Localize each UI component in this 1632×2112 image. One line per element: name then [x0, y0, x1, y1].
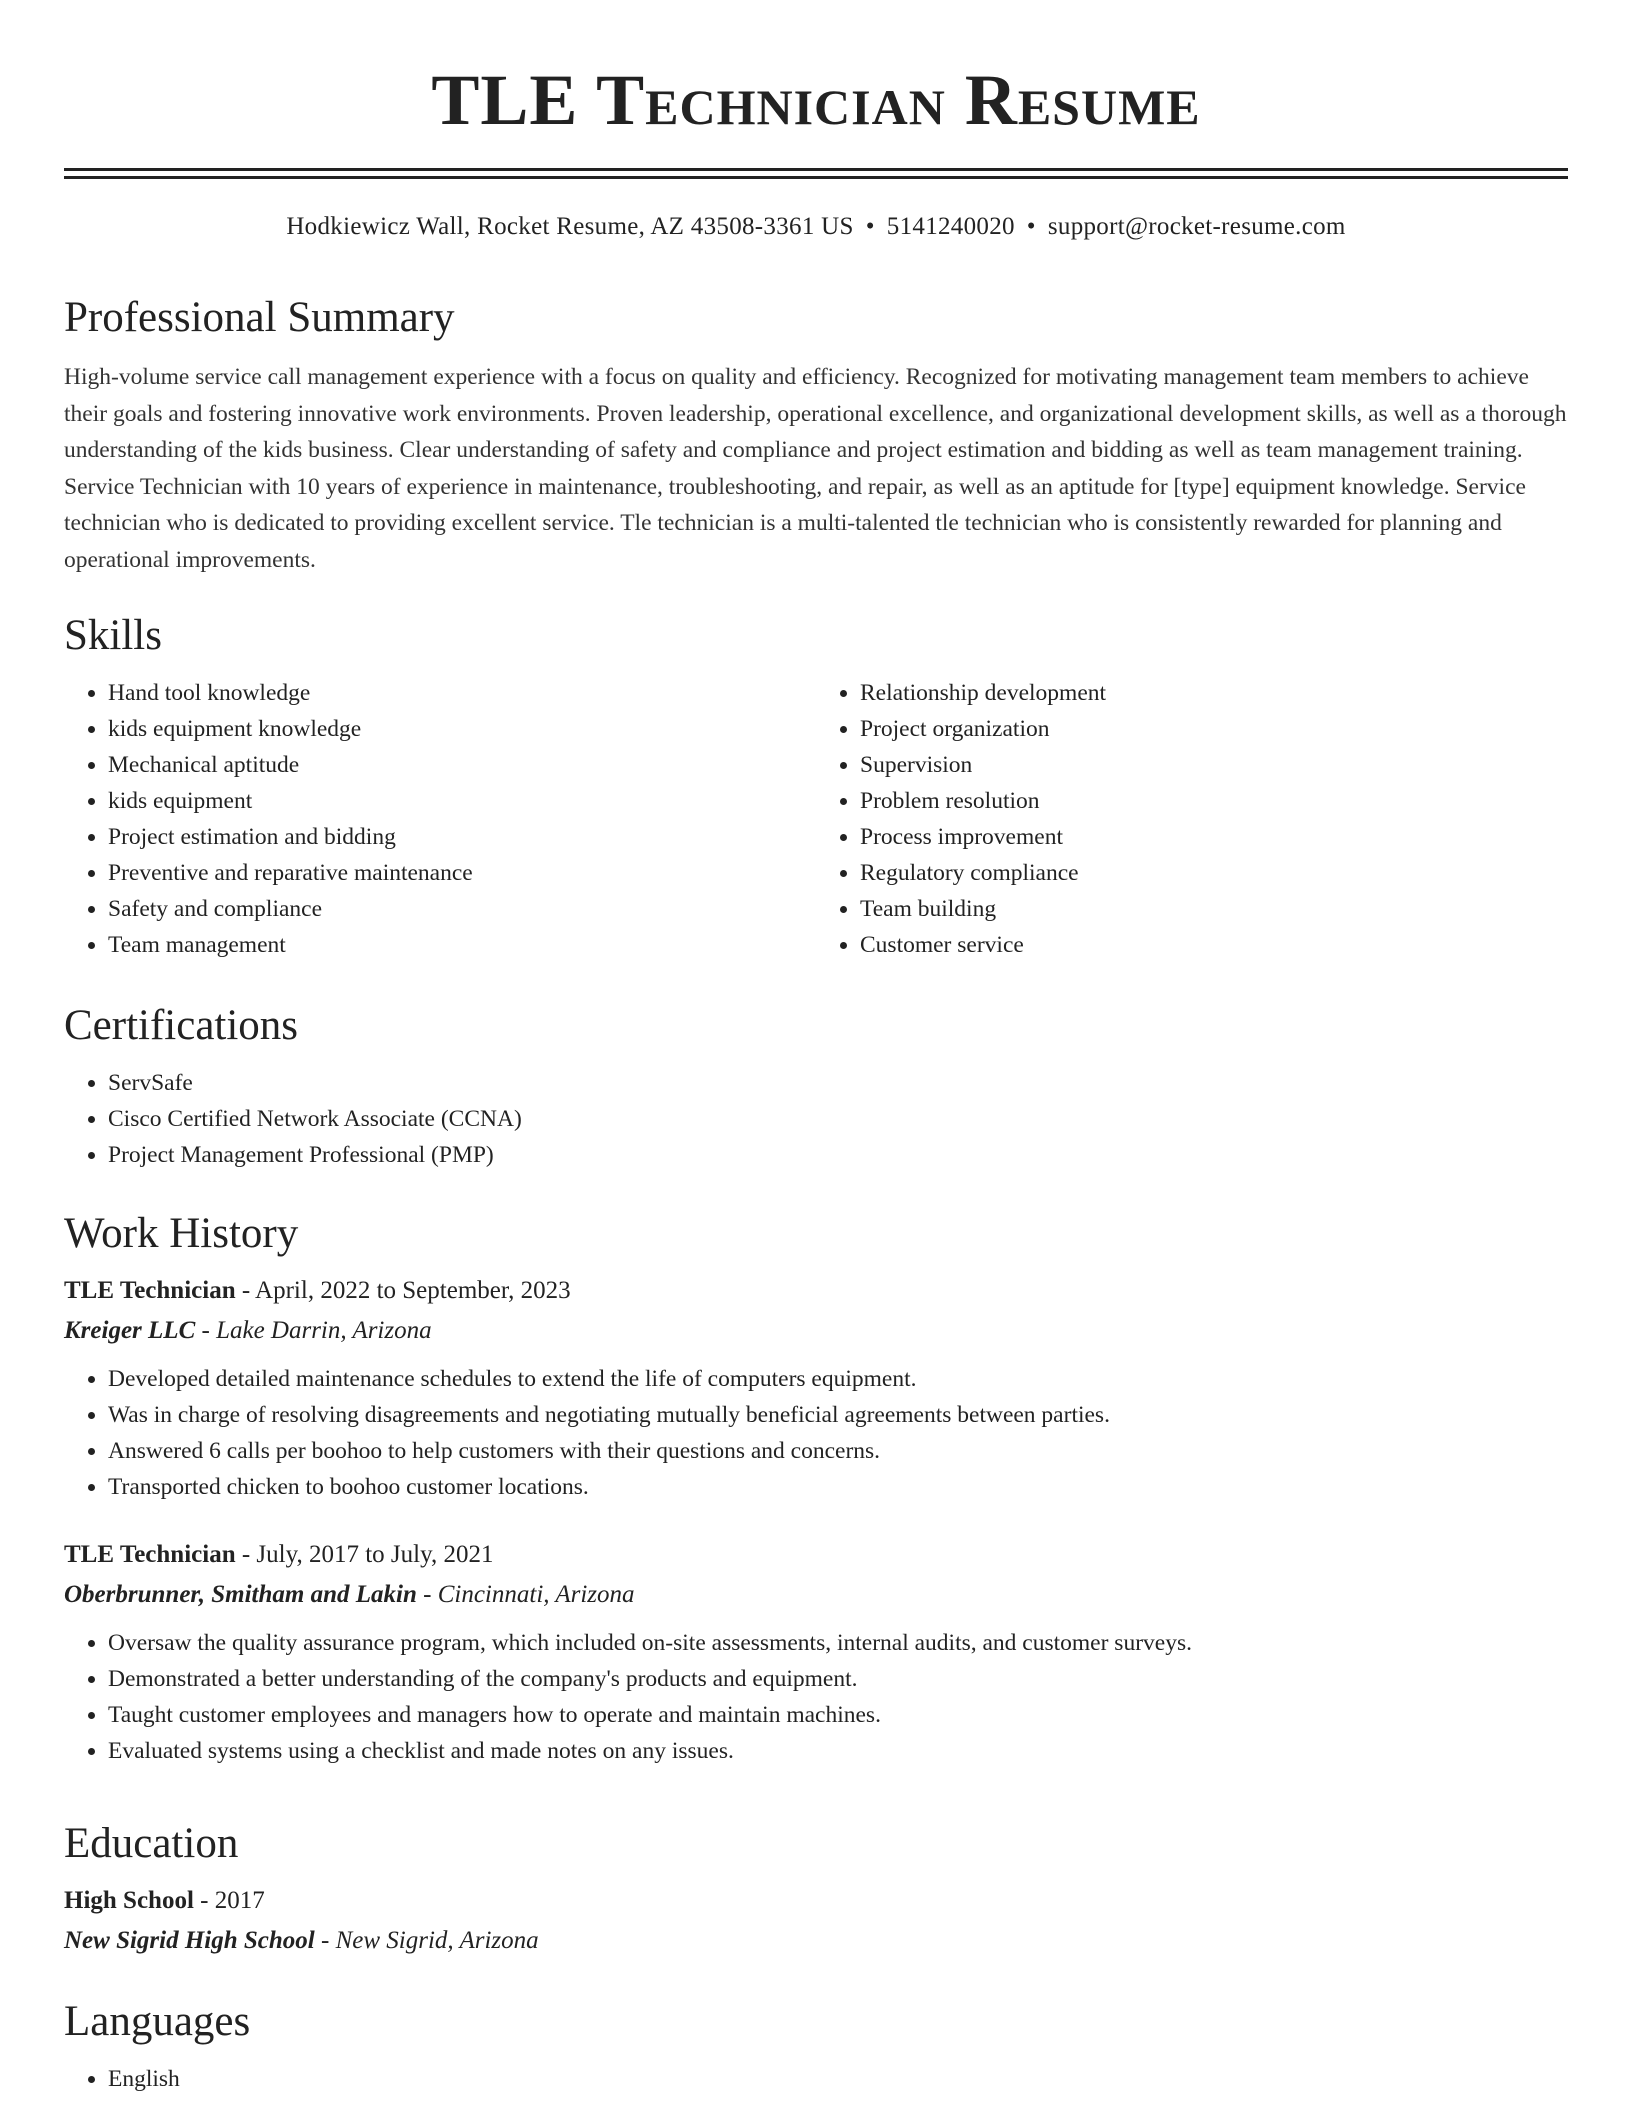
skills-heading: Skills — [64, 612, 162, 659]
summary-section — [64, 296, 1568, 578]
job-location: - Cincinnati, Arizona — [416, 1581, 635, 1608]
job-bullets — [64, 1625, 1568, 1769]
job-bullet: • Taught customer employees and managers how to operate and maintain machines. — [108, 1697, 1568, 1733]
job-entry — [64, 1535, 1568, 1769]
education-entry — [64, 1881, 1568, 1961]
education-heading: Education — [64, 1820, 239, 1867]
job-dates: - July, 2017 to July, 2021 — [235, 1541, 494, 1568]
language-item: • English — [108, 2061, 1568, 2097]
job-dates: - April, 2022 to September, 2023 — [235, 1277, 571, 1304]
languages-heading: Languages — [64, 1998, 251, 2045]
skill-item: • Project estimation and bidding — [108, 819, 816, 855]
certification-item: • ServSafe — [108, 1065, 1568, 1101]
job-header — [64, 1535, 1568, 1575]
job-title: TLE Technician — [64, 1277, 236, 1304]
education-school-line — [64, 1921, 1568, 1961]
education-location: - New Sigrid, Arizona — [314, 1927, 539, 1954]
skill-item: • Project organization — [860, 711, 1568, 747]
certification-item: • Project Management Professional (PMP) — [108, 1137, 1568, 1173]
job-bullet: • Was in charge of resolving disagreements and negotiating mutually beneficial agreements between parties. — [108, 1397, 1568, 1433]
certifications-section — [64, 1004, 1568, 1173]
skill-item: • Relationship development — [860, 675, 1568, 711]
job-employer — [64, 1575, 1568, 1615]
skill-item: • Safety and compliance — [108, 891, 816, 927]
job-company: Oberbrunner, Smitham and Lakin — [64, 1581, 417, 1608]
skill-item: • Regulatory compliance — [860, 855, 1568, 891]
certifications-heading: Certifications — [64, 1002, 299, 1049]
contact-email: support@rocket-resume.com — [1047, 213, 1346, 240]
skills-columns — [64, 675, 1568, 963]
job-bullet: • Demonstrated a better understanding of the company's products and equipment. — [108, 1661, 1568, 1697]
skill-item: • Problem resolution — [860, 783, 1568, 819]
skill-item: • Team building — [860, 891, 1568, 927]
contact-line — [64, 213, 1568, 241]
skill-item: • Team management — [108, 927, 816, 963]
skill-item: • Customer service — [860, 927, 1568, 963]
skill-item: • Hand tool knowledge — [108, 675, 816, 711]
job-employer — [64, 1311, 1568, 1351]
job-header — [64, 1271, 1568, 1311]
skills-list-right — [816, 675, 1568, 963]
summary-heading: Professional Summary — [64, 294, 455, 341]
summary-text: High-volume service call management experience with a focus on quality and efficiency. Recognized for motivating management team members to achieve their goals and fostering innovative work environments. Proven leadership, operational excellence, and organizational development skills, as well as a thorough understanding of the kids business. Clear understanding of safety and compliance and project estimation and bidding as well as team management training. Service Technician with 10 years of experience in maintenance, troubleshooting, and repair, as well as an aptitude for [type] equipment knowledge. Service technician who is dedicated to providing excellent service. Tle technician is a multi-talented tle technician who is consistently rewarded for planning and operational improvements. — [64, 364, 1567, 573]
job-company: Kreiger LLC — [64, 1317, 196, 1344]
skill-item: • Supervision — [860, 747, 1568, 783]
skills-section — [64, 614, 1568, 963]
job-location: - Lake Darrin, Arizona — [195, 1317, 432, 1344]
resume-title: TLE Technician Resume — [431, 60, 1201, 140]
education-header — [64, 1881, 1568, 1921]
skill-item: • kids equipment — [108, 783, 816, 819]
certifications-list — [64, 1065, 1568, 1173]
job-bullets — [64, 1361, 1568, 1505]
job-bullet: • Evaluated systems using a checklist and made notes on any issues. — [108, 1733, 1568, 1769]
skill-item: • Process improvement — [860, 819, 1568, 855]
skills-list-left — [64, 675, 816, 963]
education-degree: High School — [64, 1887, 194, 1914]
job-entry — [64, 1271, 1568, 1505]
education-section — [64, 1822, 1568, 1961]
certification-item: • Cisco Certified Network Associate (CCNA) — [108, 1101, 1568, 1137]
job-bullet: • Oversaw the quality assurance program, which included on-site assessments, internal audits, and customer surveys. — [108, 1625, 1568, 1661]
job-bullet: • Developed detailed maintenance schedules to extend the life of computers equipment. — [108, 1361, 1568, 1397]
education-school: New Sigrid High School — [64, 1927, 315, 1954]
work-history-section — [64, 1212, 1568, 1769]
job-bullet: • Transported chicken to boohoo customer locations. — [108, 1469, 1568, 1505]
contact-separator: • — [865, 213, 875, 240]
contact-separator: • — [1026, 213, 1036, 240]
title-divider — [64, 168, 1568, 179]
education-year: - 2017 — [193, 1887, 265, 1914]
skill-item: • Mechanical aptitude — [108, 747, 816, 783]
contact-address: Hodkiewicz Wall, Rocket Resume, AZ 43508-3361 US — [286, 213, 854, 240]
job-bullet: • Answered 6 calls per boohoo to help customers with their questions and concerns. — [108, 1433, 1568, 1469]
skill-item: • Preventive and reparative maintenance — [108, 855, 816, 891]
job-title: TLE Technician — [64, 1541, 236, 1568]
contact-phone: 5141240020 — [886, 213, 1015, 240]
work-history-heading: Work History — [64, 1210, 299, 1257]
languages-list — [64, 2061, 1568, 2097]
skill-item: • kids equipment knowledge — [108, 711, 816, 747]
languages-section — [64, 2000, 1568, 2097]
